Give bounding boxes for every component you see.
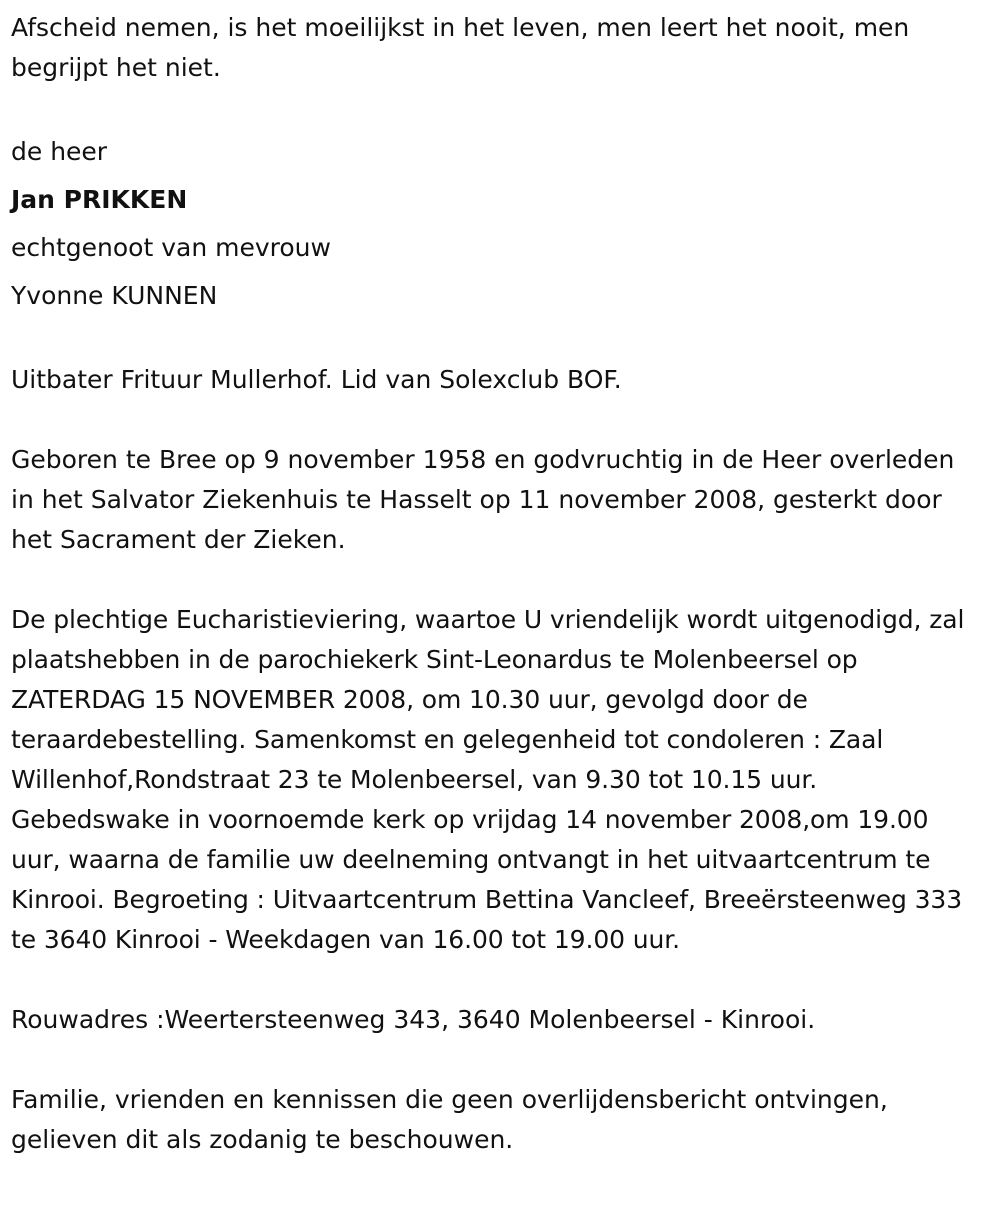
relation-text: echtgenoot van mevrouw bbox=[11, 233, 331, 262]
spouse-name: Yvonne KUNNEN bbox=[11, 281, 218, 310]
opening-quote: Afscheid nemen, is het moeilijkst in het leven, men leert het nooit, men begrijpt het niet. bbox=[11, 13, 910, 82]
deceased-name: Jan PRIKKEN bbox=[11, 185, 188, 214]
closing-note: Familie, vrienden en kennissen die geen overlijdensbericht ontvingen, gelieven dit als zodanig te beschouwen. bbox=[11, 1085, 888, 1154]
funeral-details: De plechtige Eucharistieviering, waartoe U vriendelijk wordt uitgenodigd, zal plaatshebben in de parochiekerk Sint-Leonardus te Molenbeersel op ZATERDAG 15 NOVEMBER 2008, om 10.30 uur, gevolgd door de teraardebestelling. Samenkomst en gelegenheid tot condoleren : Zaal Willenhof,Rondstraat 23 te Molenbeersel, van 9.30 tot 10.15 uur. Gebedswake in voornoemde kerk op vrijdag 14 november 2008,om 19.00 uur, waarna de familie uw deelneming ontvangt in het uitvaartcentrum te Kinrooi. Begroeting : Uitvaartcentrum Bettina Vancleef, Breeërsteenweg 333 te 3640 Kinrooi - Weekdagen van 16.00 tot 19.00 uur. bbox=[11, 605, 965, 954]
mourning-address: Rouwadres :Weertersteenweg 343, 3640 Molenbeersel - Kinrooi. bbox=[11, 1005, 816, 1034]
honorific: de heer bbox=[11, 137, 108, 166]
birth-death-text: Geboren te Bree op 9 november 1958 en godvruchtig in de Heer overleden in het Salvator Ziekenhuis te Hasselt op 11 november 2008, gesterkt door het Sacrament der Zieken. bbox=[11, 445, 955, 554]
occupation-text: Uitbater Frituur Mullerhof. Lid van Solexclub BOF. bbox=[11, 365, 622, 394]
